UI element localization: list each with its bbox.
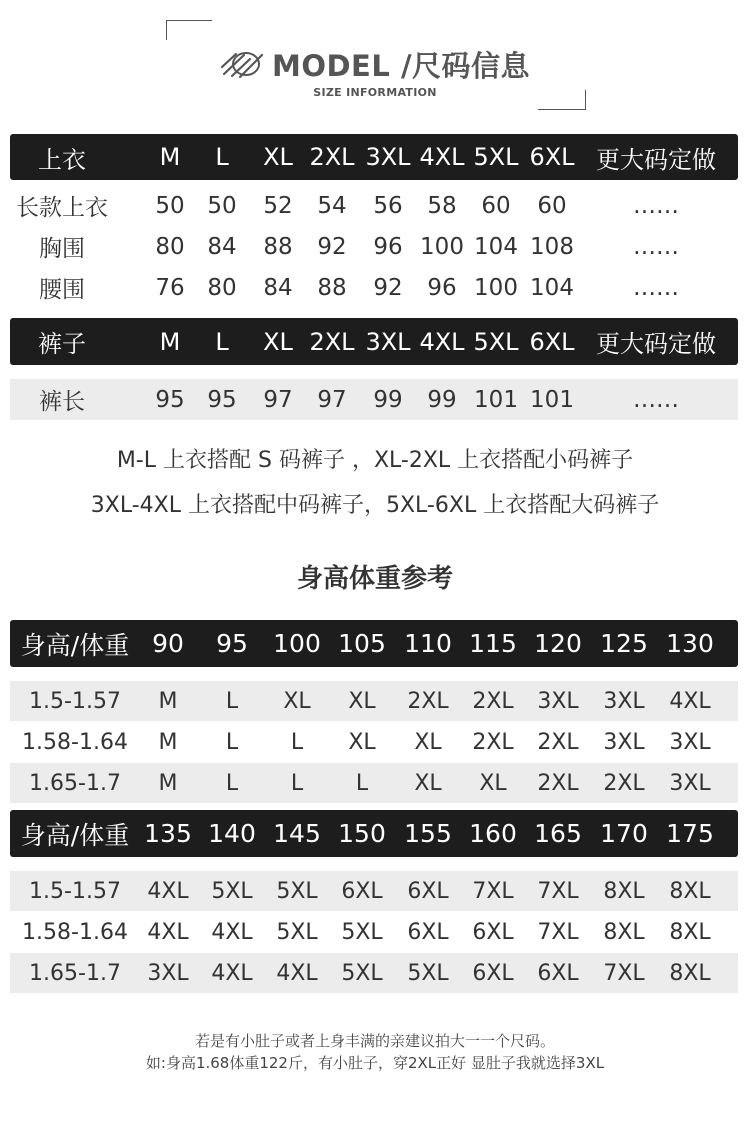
footer-line-2: 如:身高1.68体重122斤，有小肚子，穿2XL正好 显肚子我就选择3XL	[145, 1054, 605, 1072]
pants-table-header-cell: M	[159, 327, 181, 356]
top-table-row-cell: 76	[155, 274, 185, 301]
top-table-row	[10, 226, 738, 267]
hw1-table-row	[10, 681, 738, 721]
hw1-table-row-cell: M	[158, 688, 178, 714]
hw2-table-row-cell: 4XL	[147, 878, 189, 904]
top-table-row-cell: ……	[633, 233, 679, 260]
top-table-row-cell: 80	[155, 233, 185, 260]
pants-table-row-cell: 101	[530, 386, 574, 413]
hw2-table-row-cell: 1.5-1.57	[29, 878, 121, 904]
top-table-header-cell: 4XL	[419, 143, 465, 171]
hw2-table-row	[10, 912, 738, 952]
hw1-table-header-cell: 110	[404, 629, 452, 658]
pants-table-header-cell: 5XL	[473, 327, 519, 356]
top-table-header-cell: 5XL	[473, 143, 519, 171]
top-table-row-cell: 胸围	[39, 236, 85, 262]
top-table-row-cell: 92	[373, 274, 403, 301]
pants-table-header-cell: XL	[263, 327, 293, 356]
hw1-table-row-cell: L	[225, 729, 239, 755]
top-table-row-cell: 54	[317, 192, 347, 219]
pants-table-header-cell: 裤子	[38, 330, 86, 358]
pants-table-header-cell: 4XL	[419, 327, 465, 356]
hw1-table-row-cell: 2XL	[537, 729, 579, 755]
hw1-table-header-cell: 125	[600, 629, 648, 658]
top-table-row-cell: 88	[317, 274, 347, 301]
note-line-1: M-L 上衣搭配 S 码裤子 ，XL-2XL 上衣搭配小码裤子	[116, 448, 634, 473]
pants-table-row-cell: 95	[207, 386, 237, 413]
footer-line-1: 若是有小肚子或者上身丰满的亲建议拍大一一个尺码。	[194, 1032, 555, 1050]
top-table-row-cell: 88	[263, 233, 293, 260]
top-table-row-cell: ……	[633, 192, 679, 219]
hanger-icon	[220, 49, 266, 79]
hw2-table-row	[10, 871, 738, 911]
top-table-row-cell: 50	[155, 192, 185, 219]
top-table-row	[10, 267, 738, 308]
hw1-table-row-cell: L	[225, 688, 239, 714]
hw1-table-row-cell: 3XL	[603, 688, 645, 714]
top-table-row-cell: 84	[207, 233, 237, 260]
hw1-table-row	[10, 722, 738, 762]
hw2-table-header-cell: 140	[208, 819, 256, 848]
hw2-table-row-cell: 4XL	[147, 919, 189, 945]
hw2-table-row	[10, 953, 738, 993]
hw2-table-header-cell: 155	[404, 819, 452, 848]
hw1-table-row-cell: M	[158, 770, 178, 796]
hw2-table-row-cell: 5XL	[276, 919, 318, 945]
hw2-table-header-cell: 150	[338, 819, 386, 848]
hw1-table-row-cell: 3XL	[537, 688, 579, 714]
top-table-row	[10, 185, 738, 226]
pants-table-row-cell: ……	[633, 386, 679, 413]
top-table-row-cell: 104	[474, 233, 518, 260]
hw2-table-row-cell: 5XL	[276, 878, 318, 904]
top-table-header	[10, 134, 738, 180]
hw2-table-header-cell: 170	[600, 819, 648, 848]
hw1-table-header-cell: 120	[534, 629, 582, 658]
top-table-row-cell: 96	[427, 274, 457, 301]
top-table-header-cell: L	[215, 143, 229, 171]
top-table-row-cell: 104	[530, 274, 574, 301]
hw1-table-row-cell: 1.65-1.7	[29, 770, 121, 796]
hw2-table-header-cell: 身高/体重	[20, 820, 130, 850]
page-header	[0, 42, 750, 99]
pants-table-row-cell: 97	[263, 386, 293, 413]
hw2-table-row-cell: 5XL	[211, 878, 253, 904]
hw2-table-header-cell: 160	[469, 819, 517, 848]
hw1-table-row-cell: L	[290, 770, 304, 796]
hw1-table-header-cell: 130	[666, 629, 714, 658]
top-table-row-cell: 58	[427, 192, 457, 219]
hw2-table-row-cell: 1.58-1.64	[22, 919, 128, 945]
page-subtitle: SIZE INFORMATION	[313, 86, 437, 99]
pants-table-row	[10, 379, 738, 420]
top-table-row-cell: 50	[207, 192, 237, 219]
top-table-header-cell: XL	[263, 143, 293, 171]
top-table-row-cell: 56	[373, 192, 403, 219]
pants-table-header-cell: 3XL	[365, 327, 411, 356]
hw2-table-row-cell: 8XL	[669, 878, 711, 904]
hw2-table-header-cell: 145	[273, 819, 321, 848]
hw1-table-row-cell: XL	[414, 729, 442, 755]
hw2-table-header-cell: 165	[534, 819, 582, 848]
hw2-table-header	[10, 810, 738, 857]
top-table-row-cell: 60	[481, 192, 511, 219]
hw1-table-header-cell: 90	[152, 629, 184, 658]
hw2-table-row-cell: 5XL	[341, 960, 383, 986]
hw1-table-header-cell: 115	[469, 629, 517, 658]
hw2-table-row-cell: 1.65-1.7	[29, 960, 121, 986]
top-table-row-cell: 腰围	[39, 277, 85, 303]
hw2-table-row-cell: 8XL	[669, 919, 711, 945]
hw1-table-row-cell: XL	[348, 729, 376, 755]
section-title: 身高体重参考	[296, 564, 453, 594]
top-table-row-cell: 80	[207, 274, 237, 301]
hw1-table-row-cell: L	[355, 770, 369, 796]
hw2-table-row-cell: 4XL	[276, 960, 318, 986]
hw2-table-row-cell: 4XL	[211, 960, 253, 986]
hw2-table-row-cell: 8XL	[603, 919, 645, 945]
top-table-row-cell: 84	[263, 274, 293, 301]
hw1-table-row-cell: 2XL	[472, 688, 514, 714]
top-table-header-cell: 6XL	[529, 143, 575, 171]
pants-table-header	[10, 318, 738, 365]
pants-table-header-cell: 6XL	[529, 327, 575, 356]
hw1-table-header-cell: 100	[273, 629, 321, 658]
top-table-header-cell: 上衣	[38, 145, 86, 174]
hw2-table-row-cell: 6XL	[341, 878, 383, 904]
hw1-table-row-cell: 1.5-1.57	[29, 688, 121, 714]
hw1-table-header-cell: 95	[216, 629, 248, 658]
hw1-table-header-cell: 身高/体重	[20, 630, 130, 660]
hw2-table-row-cell: 5XL	[341, 919, 383, 945]
top-table-row-cell: ……	[633, 274, 679, 301]
pants-table-row-cell: 99	[427, 386, 457, 413]
hw1-table-row-cell: 4XL	[669, 688, 711, 714]
hw2-table-row-cell: 6XL	[407, 878, 449, 904]
pants-table-row-cell: 裤长	[39, 389, 85, 415]
page-title: MODEL /尺码信息	[271, 48, 531, 83]
hw1-table-header-cell: 105	[338, 629, 386, 658]
top-table-row-cell: 60	[537, 192, 567, 219]
pants-table-row-cell: 99	[373, 386, 403, 413]
pants-table-row-cell: 101	[474, 386, 518, 413]
hw1-table-row-cell: XL	[479, 770, 507, 796]
hw2-table-row-cell: 3XL	[147, 960, 189, 986]
hw2-table-row-cell: 6XL	[472, 919, 514, 945]
top-table-row-cell: 100	[420, 233, 464, 260]
top-table-row-cell: 长款上衣	[16, 195, 108, 221]
top-table-header-cell: M	[159, 143, 181, 171]
top-table-header-cell: 2XL	[309, 143, 355, 171]
corner-decoration-top-left	[166, 20, 212, 40]
hw2-table-row-cell: 8XL	[669, 960, 711, 986]
pants-table-header-cell: 更大码定做	[596, 330, 716, 358]
top-table-row-cell: 96	[373, 233, 403, 260]
note-line-2: 3XL-4XL 上衣搭配中码裤子，5XL-6XL 上衣搭配大码裤子	[90, 493, 660, 518]
hw2-table-row-cell: 5XL	[407, 960, 449, 986]
hw2-table-row-cell: 7XL	[603, 960, 645, 986]
hw2-table-row-cell: 7XL	[537, 878, 579, 904]
hw1-table-row-cell: L	[225, 770, 239, 796]
hw1-table-header	[10, 620, 738, 667]
top-table-row-cell: 108	[530, 233, 574, 260]
hw1-table-row-cell: XL	[283, 688, 311, 714]
hw1-table-row-cell: 3XL	[669, 770, 711, 796]
top-table-row-cell: 52	[263, 192, 293, 219]
pants-table-header-cell: 2XL	[309, 327, 355, 356]
hw1-table-row	[10, 763, 738, 803]
top-table-row-cell: 100	[474, 274, 518, 301]
hw1-table-row-cell: 3XL	[603, 729, 645, 755]
hw2-table-row-cell: 6XL	[407, 919, 449, 945]
hw2-table-row-cell: 6XL	[537, 960, 579, 986]
hw1-table-row-cell: 3XL	[669, 729, 711, 755]
hw1-table-row-cell: 2XL	[537, 770, 579, 796]
hw2-table-row-cell: 8XL	[603, 878, 645, 904]
pants-table-row-cell: 97	[317, 386, 347, 413]
top-table-header-cell: 更大码定做	[596, 145, 716, 174]
hw2-table-row-cell: 7XL	[537, 919, 579, 945]
top-table-header-cell: 3XL	[365, 143, 411, 171]
hw1-table-row-cell: 2XL	[407, 688, 449, 714]
top-table-row-cell: 92	[317, 233, 347, 260]
pants-table-row-cell: 95	[155, 386, 185, 413]
hw1-table-row-cell: 2XL	[472, 729, 514, 755]
hw1-table-row-cell: 1.58-1.64	[22, 729, 128, 755]
hw1-table-row-cell: XL	[414, 770, 442, 796]
hw1-table-row-cell: XL	[348, 688, 376, 714]
hw2-table-row-cell: 7XL	[472, 878, 514, 904]
hw1-table-row-cell: L	[290, 729, 304, 755]
pants-table-header-cell: L	[215, 327, 229, 356]
hw2-table-row-cell: 4XL	[211, 919, 253, 945]
hw2-table-header-cell: 135	[144, 819, 192, 848]
hw2-table-row-cell: 6XL	[472, 960, 514, 986]
hw1-table-row-cell: 2XL	[603, 770, 645, 796]
hw2-table-header-cell: 175	[666, 819, 714, 848]
hw1-table-row-cell: M	[158, 729, 178, 755]
